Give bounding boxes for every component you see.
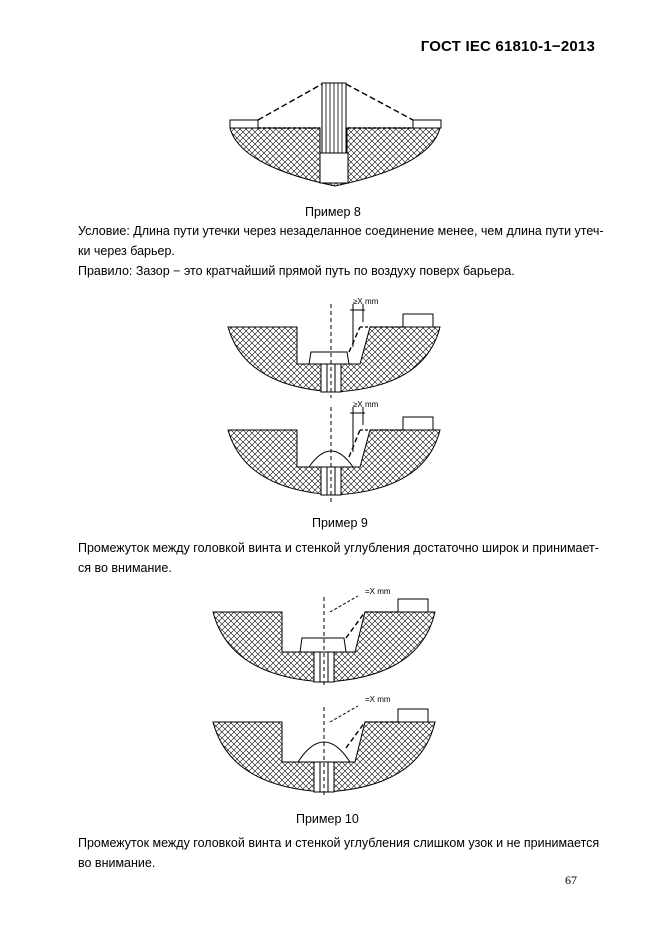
example8-caption: Пример 8 xyxy=(305,205,361,219)
condition-line: ки через барьер. xyxy=(78,244,175,258)
text-line: Промежуток между головкой винта и стенкой углубления достаточно широк и принимает- xyxy=(78,541,599,555)
example10-dim-label-bottom: =X mm xyxy=(365,695,391,704)
example10-figure xyxy=(210,582,440,800)
text-line: ся во внимание. xyxy=(78,561,172,575)
condition-line: Условие: Длина пути утечки через незаделанное соединение менее, чем длина пути утеч- xyxy=(78,224,604,238)
text-line: во внимание. xyxy=(78,856,156,870)
example9-caption: Пример 9 xyxy=(312,516,368,530)
example9-dim-label-top: ≥X mm xyxy=(353,297,379,306)
example9-figure xyxy=(225,292,450,504)
example8-condition xyxy=(78,221,604,281)
example8-figure xyxy=(225,78,445,190)
example9-dim-label-bottom: ≥X mm xyxy=(353,400,379,409)
example10-text xyxy=(78,833,600,873)
example9-text xyxy=(78,538,599,578)
example10-caption: Пример 10 xyxy=(296,812,359,826)
rule-line: Правило: Зазор − это кратчайший прямой путь по воздуху поверх барьера. xyxy=(78,264,515,278)
example10-dim-label-top: =X mm xyxy=(365,587,391,596)
page-number: 67 xyxy=(565,873,577,887)
document-header: ГОСТ IEC 61810-1−2013 xyxy=(420,38,595,55)
text-line: Промежуток между головкой винта и стенкой углубления слишком узок и не принимается xyxy=(78,836,600,850)
